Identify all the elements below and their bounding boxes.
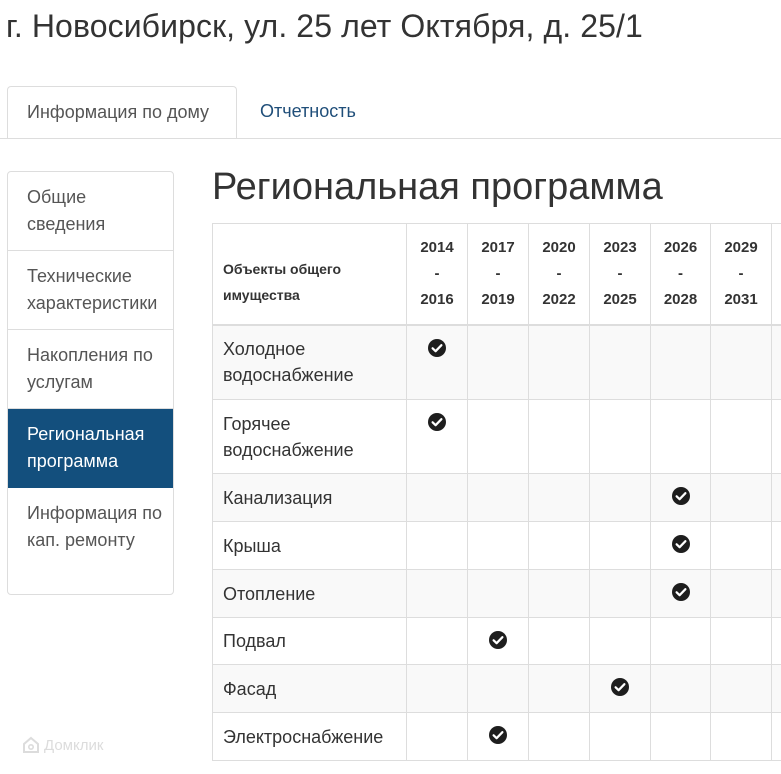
period-cell: [468, 522, 529, 570]
object-name: Канализация: [213, 474, 407, 522]
table-row: [213, 570, 781, 618]
period-separator: -: [738, 264, 744, 282]
period-cell: [407, 325, 468, 400]
period-cell: [651, 570, 711, 618]
period-cell: [711, 474, 772, 522]
period-cell: [407, 400, 468, 474]
check-circle-icon: [488, 630, 508, 650]
object-name: Горячее водоснабжение: [213, 400, 407, 474]
period-to: 2016: [420, 290, 454, 308]
period-separator: -: [617, 264, 623, 282]
sidebar-item-technical[interactable]: [8, 251, 173, 330]
table-row: [213, 713, 781, 761]
sidebar-item-label: Технические характеристики: [27, 266, 158, 313]
period-cell: [407, 474, 468, 522]
tab-house-info[interactable]: [7, 86, 237, 139]
check-circle-icon: [671, 582, 691, 602]
sidebar-item-capital-repair[interactable]: [8, 488, 173, 594]
period-cell: [529, 570, 590, 618]
period-cell: [468, 618, 529, 665]
object-name: Электроснабжение: [213, 713, 407, 761]
period-cell: [651, 522, 711, 570]
sidebar-item-regional-program[interactable]: [8, 409, 173, 488]
sidebar-item-savings[interactable]: [8, 330, 173, 409]
period-cell: [590, 665, 651, 713]
tabs-divider: [0, 138, 781, 139]
check-circle-icon: [671, 486, 691, 506]
period-from: 2017: [481, 238, 515, 256]
period-from: 2020: [542, 238, 576, 256]
period-to: 2019: [481, 290, 515, 308]
object-name: Отопление: [213, 570, 407, 618]
table-header-row: [213, 224, 781, 325]
object-name: Подвал: [213, 618, 407, 665]
period-cell: [529, 325, 590, 400]
column-header-period: [711, 224, 772, 325]
column-header-period: [590, 224, 651, 325]
check-circle-icon: [488, 725, 508, 745]
column-header-period: [468, 224, 529, 325]
column-header-period: [651, 224, 711, 325]
table-row: [213, 474, 781, 522]
period-cell: [529, 713, 590, 761]
period-cell: [468, 713, 529, 761]
period-cell: [407, 522, 468, 570]
sidebar-item-general[interactable]: [8, 172, 173, 251]
period-cell: [651, 618, 711, 665]
table-row: [213, 325, 781, 400]
program-table: [212, 223, 781, 761]
period-cell: [711, 570, 772, 618]
watermark: [22, 736, 103, 754]
program-table-container: [212, 223, 781, 774]
column-header-period-cut: [772, 224, 781, 325]
table-row: [213, 618, 781, 665]
period-cell: [772, 522, 781, 570]
period-cell: [651, 713, 711, 761]
column-header-period: [407, 224, 468, 325]
sidebar-item-label: Региональная программа: [27, 424, 145, 471]
period-cell: [651, 325, 711, 400]
check-circle-icon: [427, 338, 447, 358]
period-separator: -: [495, 264, 501, 282]
period-cell: [468, 570, 529, 618]
period-to: 2028: [663, 290, 698, 308]
period-cell: [711, 665, 772, 713]
column-header-objects: Объекты общего имущества: [213, 224, 407, 325]
table-body: [213, 325, 781, 761]
sidebar-item-label: Накопления по услугам: [27, 345, 153, 392]
period-separator: -: [434, 264, 440, 282]
period-from: 2014: [420, 238, 454, 256]
period-cell: [651, 474, 711, 522]
period-cell: [711, 713, 772, 761]
table-row: [213, 665, 781, 713]
period-cell: [772, 325, 781, 400]
column-header-period: [529, 224, 590, 325]
table-row: [213, 522, 781, 570]
period-cell: [711, 618, 772, 665]
period-cell: [468, 665, 529, 713]
period-cell: [529, 400, 590, 474]
period-cell: [529, 474, 590, 522]
object-name: Фасад: [213, 665, 407, 713]
period-cell: [407, 618, 468, 665]
period-cell: [529, 522, 590, 570]
period-to: 2022: [542, 290, 576, 308]
period-to: 2025: [603, 290, 637, 308]
section-title: Региональная программа: [212, 166, 663, 208]
sidebar-item-label: Общие сведения: [27, 187, 106, 234]
period-cell: [651, 400, 711, 474]
period-cell: [590, 713, 651, 761]
period-cell: [772, 570, 781, 618]
period-cell: [529, 665, 590, 713]
period-from: 2026: [663, 238, 698, 256]
period-cell: [590, 325, 651, 400]
period-cell: [590, 618, 651, 665]
period-cell: [711, 325, 772, 400]
object-name: Холодное водоснабжение: [213, 325, 407, 400]
period-cell: [407, 665, 468, 713]
period-cell: [772, 474, 781, 522]
period-cell: [651, 665, 711, 713]
period-cell: [772, 665, 781, 713]
check-circle-icon: [610, 677, 630, 697]
period-separator: -: [678, 264, 683, 282]
page-title: г. Новосибирск, ул. 25 лет Октября, д. 25/1: [6, 8, 643, 44]
period-from: 2023: [603, 238, 637, 256]
period-cell: [407, 570, 468, 618]
check-circle-icon: [427, 412, 447, 432]
period-cell: [407, 713, 468, 761]
period-cell: [711, 522, 772, 570]
period-cell: [772, 618, 781, 665]
sidebar-item-label: Информация по кап. ремонту: [27, 503, 162, 550]
tab-reports[interactable]: [241, 86, 375, 138]
period-from: 2029: [724, 238, 758, 256]
object-name: Крыша: [213, 522, 407, 570]
period-cell: [772, 713, 781, 761]
tab-reports-label: Отчетность: [260, 101, 356, 121]
period-cell: [468, 400, 529, 474]
period-cell: [711, 400, 772, 474]
sidebar: [7, 171, 174, 595]
house-logo-icon: [22, 736, 40, 754]
period-to: 2031: [724, 290, 758, 308]
period-separator: -: [556, 264, 562, 282]
period-cell: [529, 618, 590, 665]
period-cell: [590, 522, 651, 570]
table-row: [213, 400, 781, 474]
watermark-text: Домклик: [44, 736, 104, 754]
check-circle-icon: [671, 534, 691, 554]
period-cell: [590, 570, 651, 618]
period-cell: [590, 400, 651, 474]
period-cell: [468, 325, 529, 400]
period-cell: [468, 474, 529, 522]
period-cell: [590, 474, 651, 522]
tab-house-info-label: Информация по дому: [27, 102, 210, 122]
period-cell: [772, 400, 781, 474]
